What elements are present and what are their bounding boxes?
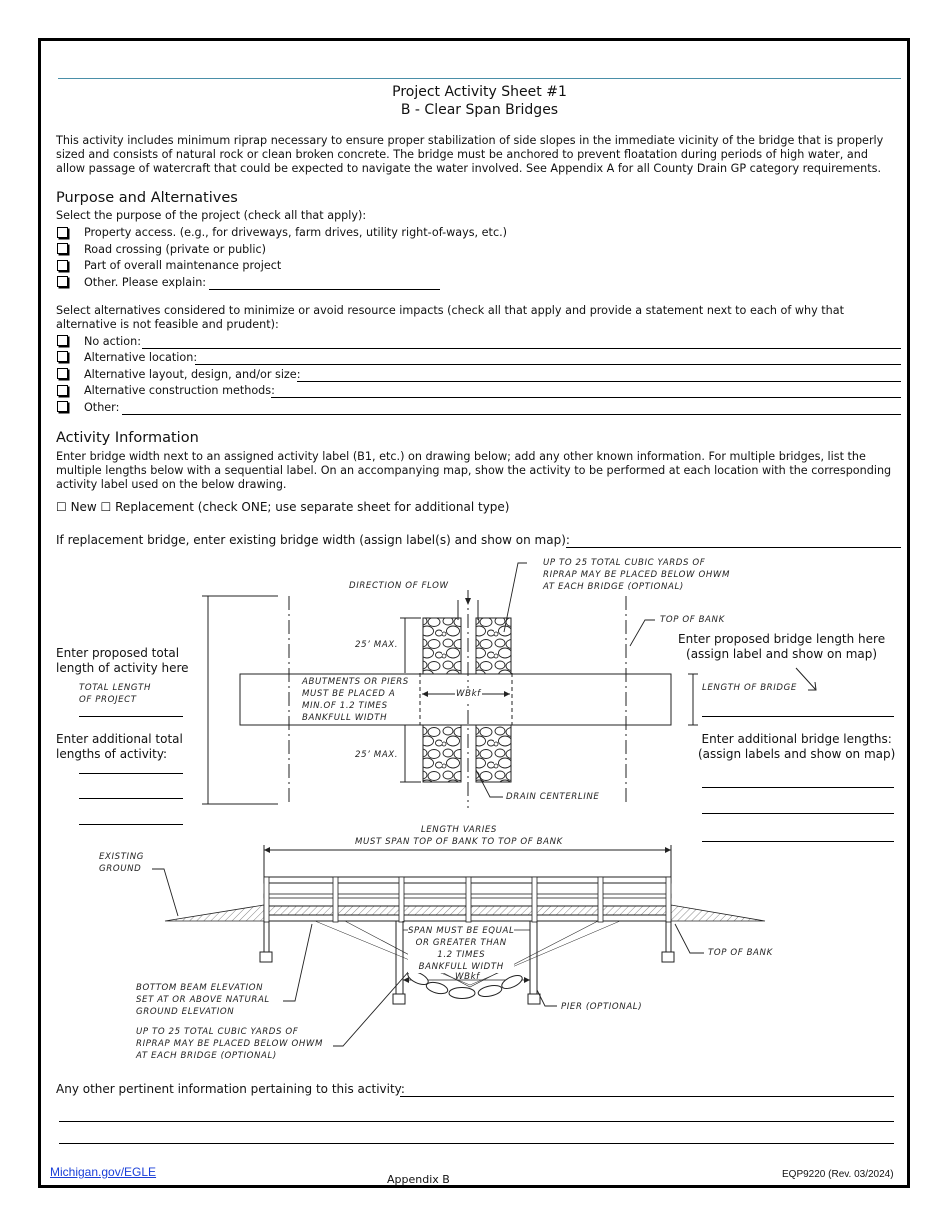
abutments-note: ABUTMENTS OR PIERS MUST BE PLACED A MIN.OF 1.2 TIMES BANKFULL WIDTH	[302, 677, 409, 723]
left-additional-prompt: Enter additional total lengths of activity:	[56, 732, 183, 761]
pier-optional-label: PIER (OPTIONAL)	[561, 1002, 643, 1012]
left-proposed-length-prompt: Enter proposed total length of activity here	[56, 646, 189, 675]
other-info-field-2[interactable]	[59, 1121, 894, 1122]
alt-option-construction: Alternative construction methods:	[84, 384, 275, 397]
riprap-upper-right	[476, 618, 511, 674]
right-proposed-length-prompt: Enter proposed bridge length here (assign label and show on map)	[678, 632, 886, 661]
page-subtitle: B - Clear Span Bridges	[400, 102, 559, 118]
riprap-top-note: UP TO 25 TOTAL CUBIC YARDS OF RIPRAP MAY BE PLACED BELOW OHWM AT EACH BRIDGE (OPTIONAL)	[543, 558, 730, 592]
additional-bridge-field-3[interactable]	[702, 841, 894, 842]
total-length-label: TOTAL LENGTH OF PROJECT	[79, 683, 152, 705]
footer-form-number: EQP9220 (Rev. 03/2024)	[782, 1169, 894, 1180]
riprap-upper-left	[423, 618, 461, 674]
total-length-field[interactable]	[79, 716, 183, 717]
span-requirement-note: SPAN MUST BE EQUAL OR GREATER THAN 1.2 TIMES BANKFULL WIDTH	[408, 926, 515, 972]
riprap-lower-left	[423, 725, 461, 782]
direction-of-flow-label: DIRECTION OF FLOW	[349, 581, 449, 591]
bridge-length-field[interactable]	[702, 716, 894, 717]
drain-centerline-label: DRAIN CENTERLINE	[506, 792, 600, 802]
length-of-bridge-label: LENGTH OF BRIDGE	[702, 683, 797, 693]
activity-heading: Activity Information	[56, 430, 199, 446]
existing-ground-label: EXISTING GROUND	[99, 852, 144, 874]
riprap-bottom-note: UP TO 25 TOTAL CUBIC YARDS OF RIPRAP MAY BE PLACED BELOW OHWM AT EACH BRIDGE (OPTIONAL)	[136, 1027, 323, 1061]
bottom-beam-note: BOTTOM BEAM ELEVATION SET AT OR ABOVE NATURAL GROUND ELEVATION	[136, 983, 270, 1017]
purpose-option-property-access: Property access. (e.g., for driveways, farm drives, utility right-of-ways, etc.)	[84, 226, 508, 239]
purpose-heading: Purpose and Alternatives	[56, 190, 238, 206]
max-25-lower-label: 25’ MAX.	[355, 750, 399, 760]
replacement-prompt: If replacement bridge, enter existing bridge width (assign label(s) and show on map):	[56, 533, 570, 547]
additional-length-field-1[interactable]	[79, 773, 183, 774]
activity-description: Enter bridge width next to an assigned activity label (B1, etc.) on drawing below; add any other known information. For multiple bridges, list the multiple lengths below with a sequential label. On an accompanying map, show the activity to be performed at each location with the corresponding activity label used on the below drawing.	[56, 450, 892, 491]
top-of-bank-label: TOP OF BANK	[660, 615, 725, 625]
length-varies-note: LENGTH VARIES MUST SPAN TOP OF BANK TO TOP OF BANK	[355, 825, 563, 847]
other-info-prompt: Any other pertinent information pertaining to this activity:	[56, 1082, 405, 1096]
purpose-option-road-crossing: Road crossing (private or public)	[84, 243, 266, 256]
purpose-option-other: Other. Please explain:	[84, 276, 207, 289]
alt-option-other: Other:	[84, 401, 120, 414]
page-title: Project Activity Sheet #1	[392, 84, 567, 100]
top-of-bank-lower-label: TOP OF BANK	[708, 948, 773, 958]
alternatives-prompt: Select alternatives considered to minimize or avoid resource impacts (check all that apply and provide a statement next to each of why that alternative is not feasible and prudent):	[56, 304, 844, 331]
additional-bridge-field-1[interactable]	[702, 787, 894, 788]
new-replacement-checkboxes[interactable]: ☐ New ☐ Replacement (check ONE; use separate sheet for additional type)	[56, 500, 510, 514]
purpose-option-maintenance: Part of overall maintenance project	[84, 259, 282, 272]
other-info-field-1[interactable]	[400, 1096, 894, 1097]
ground-left	[165, 905, 264, 921]
footer-appendix: Appendix B	[387, 1173, 450, 1186]
max-25-upper-label: 25’ MAX.	[355, 640, 399, 650]
ground-right	[671, 905, 765, 921]
wbkf-elevation-label: WBkf	[455, 972, 480, 982]
alt-option-layout: Alternative layout, design, and/or size:	[84, 368, 301, 381]
additional-length-field-2[interactable]	[79, 798, 183, 799]
alt-option-location: Alternative location:	[84, 351, 198, 364]
purpose-prompt: Select the purpose of the project (check all that apply):	[56, 209, 367, 222]
additional-bridge-field-2[interactable]	[702, 813, 894, 814]
intro-paragraph: This activity includes minimum riprap necessary to ensure proper stabilization of side slopes in the immediate vicinity of the bridge that is properly sized and consists of natural rock or clean broken concrete. The bridge must be anchored to prevent floatation during periods of high water, and allow passage of watercraft that could be expected to navigate the water involved. See Appendix A for all County Drain GP category requirements.	[56, 134, 884, 175]
right-additional-prompt: Enter additional bridge lengths: (assign labels and show on map)	[698, 732, 896, 761]
alt-option-no-action: No action:	[84, 335, 141, 348]
wbkf-plan-label: WBkf	[456, 689, 481, 699]
michigan-egle-link[interactable]: Michigan.gov/EGLE	[50, 1165, 157, 1179]
other-info-field-3[interactable]	[59, 1143, 894, 1144]
additional-length-field-3[interactable]	[79, 824, 183, 825]
riprap-lower-right	[476, 725, 511, 782]
